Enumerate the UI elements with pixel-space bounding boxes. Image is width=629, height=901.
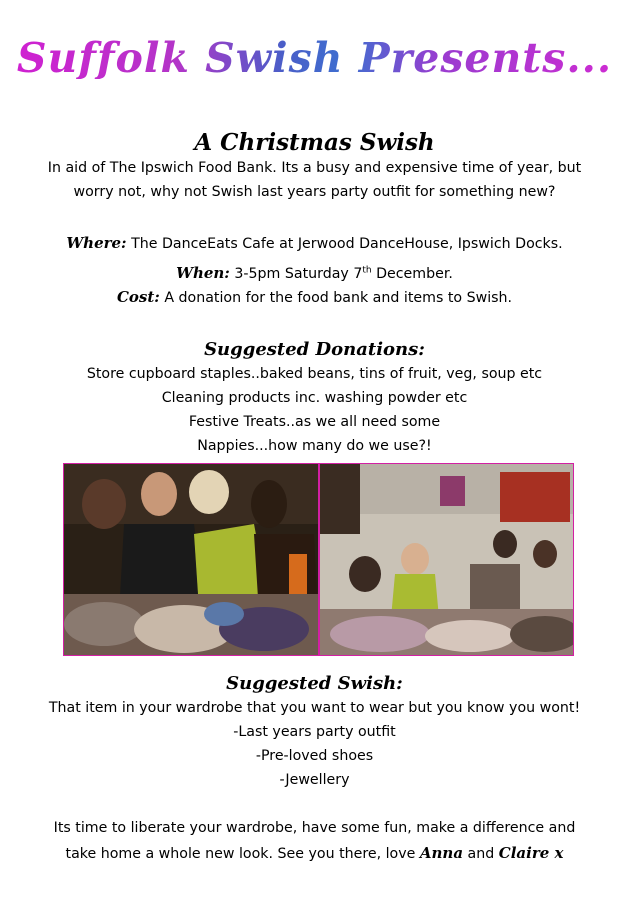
when-line xyxy=(0,264,629,283)
cost-line xyxy=(0,288,629,307)
closing-text: take home a whole new look. See you there, love xyxy=(65,846,420,862)
intro-line-1: In aid of The Ipswich Food Bank. Its a busy and expensive time of year, but xyxy=(47,160,582,176)
swish-photo-right xyxy=(320,464,573,655)
swish-item: -Last years party outfit xyxy=(233,724,396,740)
closing-line-2 xyxy=(0,844,629,863)
event-title: A Christmas Swish xyxy=(194,129,435,156)
photo-crowd-wide xyxy=(320,464,573,655)
donation-item: Nappies...how many do we use?! xyxy=(197,438,432,454)
photo-crowd-closeup xyxy=(64,464,318,655)
when-label: When: xyxy=(176,264,230,282)
flyer-title: Suffolk Swish Presents... xyxy=(0,38,629,79)
where-label: Where: xyxy=(66,234,127,252)
when-text-after: December. xyxy=(371,266,453,282)
swish-lead: That item in your wardrobe that you want to wear but you know you wont! xyxy=(48,700,581,716)
when-superscript: th xyxy=(362,265,372,276)
donation-item: Festive Treats..as we all need some xyxy=(188,414,441,430)
donation-item: Cleaning products inc. washing powder etc xyxy=(161,390,468,406)
signature-claire: Claire x xyxy=(498,844,564,862)
where-line xyxy=(0,234,629,253)
closing-and: and xyxy=(463,846,499,862)
swish-item: -Pre-loved shoes xyxy=(255,748,374,764)
when-text: 3-5pm Saturday 7 xyxy=(234,266,363,282)
intro-line-2: worry not, why not Swish last years party outfit for something new? xyxy=(73,184,556,200)
donation-item: Store cupboard staples..baked beans, tins of fruit, veg, soup etc xyxy=(86,366,543,382)
signature-anna: Anna xyxy=(419,844,464,862)
swish-item: -Jewellery xyxy=(279,772,350,788)
cost-label: Cost: xyxy=(116,288,160,306)
where-text: The DanceEats Cafe at Jerwood DanceHouse, Ipswich Docks. xyxy=(131,236,563,252)
donations-heading: Suggested Donations: xyxy=(204,339,425,360)
cost-text: A donation for the food bank and items to Swish. xyxy=(164,290,513,306)
photo-strip xyxy=(63,463,574,656)
closing-line-1: Its time to liberate your wardrobe, have some fun, make a difference and xyxy=(53,820,576,836)
swish-heading: Suggested Swish: xyxy=(226,673,403,694)
swish-photo-left xyxy=(64,464,320,655)
